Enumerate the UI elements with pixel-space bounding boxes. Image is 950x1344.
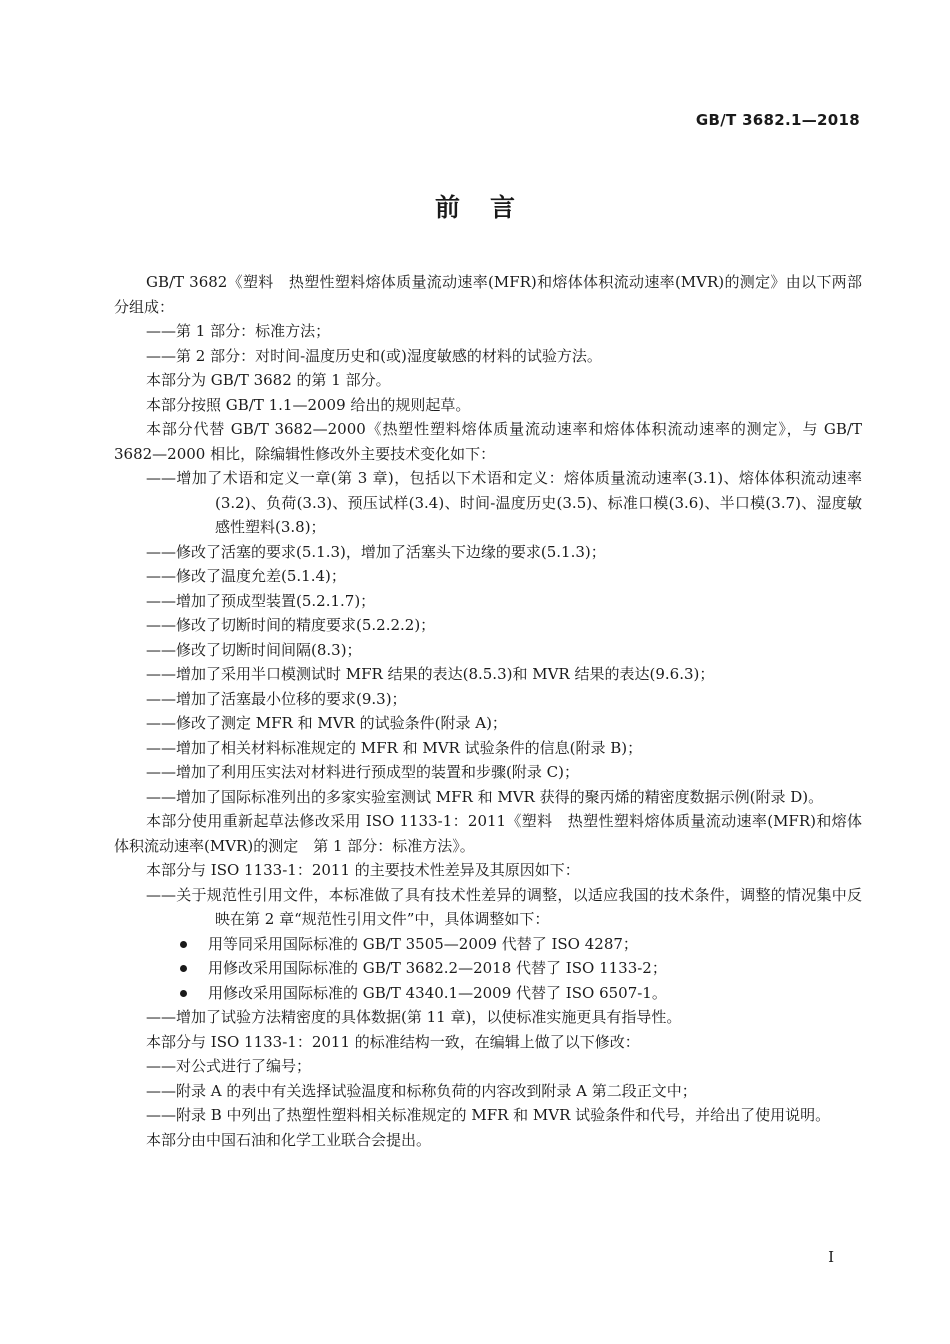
paragraph: 本部分代替 GB/T 3682—2000《热塑性塑料熔体质量流动速率和熔体体积流动速率的测定》，与 GB/T 3682—2000 相比，除编辑性修改外主要技术变化如下：: [114, 420, 862, 463]
list-item: ——修改了切断时间间隔(8.3)；: [146, 640, 362, 659]
list-item: ——增加了活塞最小位移的要求(9.3)；: [146, 689, 407, 708]
list-item: ——修改了活塞的要求(5.1.3)，增加了活塞头下边缘的要求(5.1.3)；: [146, 542, 606, 561]
bullet-item: [114, 956, 862, 981]
bullet-icon: [180, 990, 187, 997]
paragraph: 本部分与 ISO 1133-1：2011 的主要技术性差异及其原因如下：: [146, 861, 580, 879]
list-item: ——关于规范性引用文件，本标准做了具有技术性差异的调整，以适应我国的技术条件，调整的情况集中反映在第 2 章“规范性引用文件”中，具体调整如下：: [146, 885, 862, 928]
list-item: ——附录 A 的表中有关选择试验温度和标称负荷的内容改到附录 A 第二段正文中；: [146, 1081, 697, 1100]
bullet-item: [114, 932, 862, 957]
list-item: ——增加了术语和定义一章(第 3 章)，包括以下术语和定义：熔体质量流动速率(3.1)、熔体体积流动速率(3.2)、负荷(3.3)、预压试样(3.4)、时间-温度历史(3.5)、标准口模(3.6)、半口模(3.7)、湿度敏感性塑料(3.8)；: [146, 469, 862, 536]
bullet-text: 用修改采用国际标准的 GB/T 3682.2—2018 代替了 ISO 1133-2；: [208, 959, 667, 977]
list-item: ——附录 B 中列出了热塑性塑料相关标准规定的 MFR 和 MVR 试验条件和代号，并给出了使用说明。: [146, 1106, 831, 1124]
list-item: ——对公式进行了编号；: [146, 1057, 312, 1075]
bullet-icon: [180, 965, 187, 972]
bullet-item: [114, 981, 862, 1006]
standard-code: GB/T 3682.1—2018: [695, 111, 860, 129]
paragraph: GB/T 3682《塑料 热塑性塑料熔体质量流动速率(MFR)和熔体体积流动速率(MVR)的测定》由以下两部分组成：: [114, 273, 862, 316]
list-item: ——增加了相关材料标准规定的 MFR 和 MVR 试验条件的信息(附录 B)；: [146, 738, 643, 757]
list-item: ——修改了温度允差(5.1.4)；: [146, 567, 346, 585]
list-item: ——第 2 部分：对时间-温度历史和(或)湿度敏感的材料的试验方法。: [146, 346, 602, 365]
paragraph: 本部分使用重新起草法修改采用 ISO 1133-1：2011《塑料 热塑性塑料熔体质量流动速率(MFR)和熔体体积流动速率(MVR)的测定 第 1 部分：标准方法》。: [114, 812, 862, 855]
bullet-text: 用修改采用国际标准的 GB/T 4340.1—2009 代替了 ISO 6507-1。: [208, 983, 667, 1002]
list-item: ——修改了测定 MFR 和 MVR 的试验条件(附录 A)；: [146, 714, 507, 732]
list-item: ——增加了利用压实法对材料进行预成型的装置和步骤(附录 C)；: [146, 763, 579, 781]
list-item: ——增加了国际标准列出的多家实验室测试 MFR 和 MVR 获得的聚丙烯的精密度数据示例(附录 D)。: [146, 787, 824, 806]
page-title: 前言: [434, 193, 545, 222]
paragraph: 本部分与 ISO 1133-1：2011 的标准结构一致，在编辑上做了以下修改：: [146, 1032, 640, 1051]
list-item: ——增加了试验方法精密度的具体数据(第 11 章)，以使标准实施更具有指导性。: [146, 1008, 682, 1026]
paragraph: 本部分按照 GB/T 1.1—2009 给出的规则起草。: [146, 395, 471, 414]
list-item: ——第 1 部分：标准方法；: [146, 322, 331, 340]
list-item: ——增加了预成型装置(5.2.1.7)；: [146, 591, 376, 610]
paragraph: 本部分由中国石油和化学工业联合会提出。: [146, 1130, 432, 1149]
bullet-icon: [180, 941, 187, 948]
list-item: ——增加了采用半口模测试时 MFR 结果的表达(8.5.3)和 MVR 结果的表达(9.6.3)；: [146, 665, 715, 683]
bullet-text: 用等同采用国际标准的 GB/T 3505—2009 代替了 ISO 4287；: [208, 934, 638, 953]
list-item: ——修改了切断时间的精度要求(5.2.2.2)；: [146, 616, 436, 634]
paragraph: 本部分为 GB/T 3682 的第 1 部分。: [146, 371, 391, 389]
document-body: [114, 270, 862, 1152]
page-number: I: [828, 1248, 834, 1266]
